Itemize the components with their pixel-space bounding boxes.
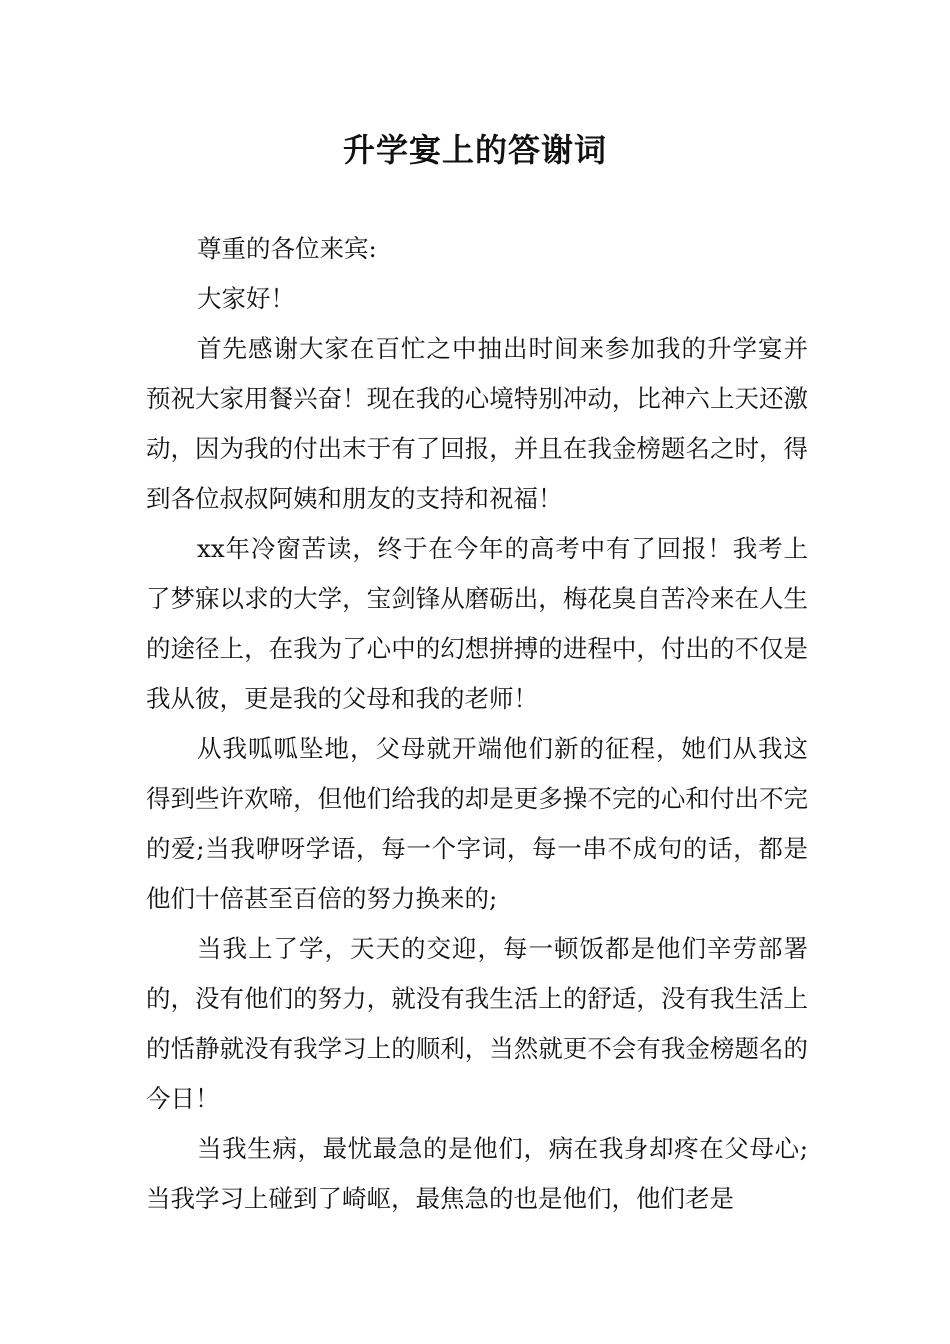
paragraph-parents-school: 当我上了学，天天的交迎，每一顿饭都是他们辛劳部署的，没有他们的努力，就没有我生活上的舒适，没有我生活上的恬静就没有我学习上的顺利，当然就更不会有我金榜题名的今日！: [146, 934, 808, 1113]
document-title: 升学宴上的答谢词: [342, 131, 607, 169]
paragraph-parents-illness: 当我生病，最忧最急的是他们，病在我身却疼在父母心;当我学习上碰到了崎岖，最焦急的也是他们，他们老是: [146, 1134, 808, 1213]
paragraph-greeting: 大家好！: [197, 284, 295, 313]
paragraph-study: xx年冷窗苦读，终于在今年的高考中有了回报！我考上了梦寐以求的大学，宝剑锋从磨砺出，梅花臭自苦冷来在人生的途径上，在我为了心中的幻想拼搏的进程中，付出的不仅是我从彼，更是我的父母和我的老师！: [146, 534, 808, 713]
paragraph-salutation: 尊重的各位来宾:: [197, 234, 377, 263]
document-body: [146, 224, 808, 1224]
paragraph-thanks: 首先感谢大家在百忙之中抽出时间来参加我的升学宴并预祝大家用餐兴奋！现在我的心境特别冲动，比神六上天还激动，因为我的付出末于有了回报，并且在我金榜题名之时，得到各位叔叔阿姨和朋友的支持和祝福！: [146, 334, 808, 513]
paragraph-parents-childhood: 从我呱呱坠地，父母就开端他们新的征程，她们从我这得到些许欢啼，但他们给我的却是更多操不完的心和付出不完的爱;当我咿呀学语，每一个字词，每一串不成句的话，都是他们十倍甚至百倍的努力换来的;: [146, 734, 808, 913]
